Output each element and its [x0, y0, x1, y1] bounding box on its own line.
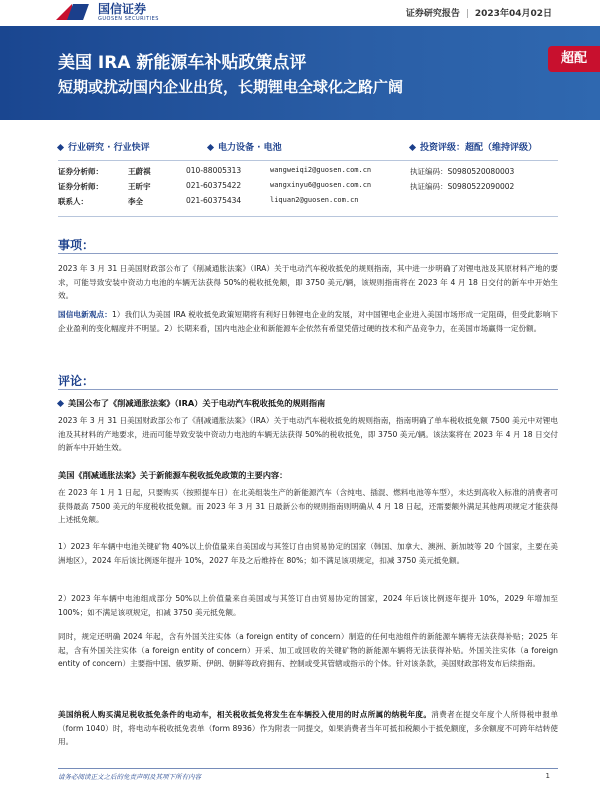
logo-name-en: GUOSEN SECURITIES	[98, 15, 159, 22]
divider	[58, 160, 558, 161]
title-banner	[0, 26, 600, 120]
report-title: 美国 IRA 新能源车补贴政策点评	[58, 53, 307, 73]
analyst-row: 证券分析师： 王蔚祺 010-88005313 wangweiqi2@guosen.com.cn 执证编码：S0980520080003	[58, 166, 515, 176]
sector-category: 电力设备 · 电池	[208, 140, 282, 153]
diamond-bullet-icon	[57, 144, 64, 151]
logo-mark-icon	[56, 2, 92, 22]
diamond-bullet-icon	[57, 400, 64, 407]
guosen-logo	[56, 0, 159, 24]
policy-paragraph-5: 美国纳税人购买满足税收抵免条件的电动车，相关税收抵免将发生在车辆投入使用的时点所属的纳税年度。消费者在提交年度个人所得税申报单（form 1040）时，将电动车税收抵免表单（form 8936）作为附表一同提交，如果消费者当年可抵扣税额小于抵免额度，多余额度不可跨年结转使用。	[58, 710, 559, 746]
diamond-bullet-icon	[409, 144, 416, 151]
report-meta: 证券研究报告 | 2023年04月02日	[405, 9, 552, 19]
matters-heading: 事项：	[58, 238, 95, 252]
analyst-row: 联系人： 李全 021-60375434 liquan2@guosen.com.cn	[58, 196, 359, 206]
page-number: 1	[545, 772, 550, 780]
sub-heading-2: 美国《削减通胀法案》关于新能源车税收抵免政策的主要内容：	[58, 470, 288, 480]
rating-badge: 超配	[548, 46, 600, 72]
analyst-table	[58, 166, 558, 211]
logo-name: 国信证券	[98, 1, 147, 16]
report-subtitle: 短期或扰动国内企业出货，长期锂电全球化之路广阔	[58, 78, 404, 96]
footer-divider	[58, 768, 558, 769]
analyst-email[interactable]: wangxinyu6@guosen.com.cn	[270, 181, 372, 189]
category-row	[58, 140, 558, 156]
section-underline	[58, 389, 558, 390]
top-bar	[0, 0, 600, 26]
view-label: 国信电新观点：	[58, 310, 112, 319]
policy-paragraph-3: 2）2023 年车辆中电池组成部分 50%以上价值量来自美国或与其签订自由贸易协定的国家，2024 年后该比例逐年提升 10%，2029 年增加至 100%；如不满足该项规定，扣减 3750 美元抵免额。	[58, 594, 558, 617]
policy-paragraph-1: 在 2023 年 1 月 1 日起，只要购买（按照提车日）在北美组装生产的新能源汽车（含纯电、插混、燃料电池等车型），未达到高收入标准的消费者可获得最高 7500 美元的年度税收抵免额。而 2023 年 3 月 31 日最新公布的规则指南则明确从 4 月 18 日起，还需要额外满足其他两项规定才能获得上述抵免额。	[58, 488, 558, 524]
report-date: 2023年04月02日	[474, 9, 552, 19]
footer-disclaimer[interactable]: 请务必阅读正文之后的免责声明及其项下所有内容	[58, 773, 201, 781]
view-paragraph: 国信电新观点：1）我们认为美国 IRA 税收抵免政策短期将有利好日韩锂电企业的发展，对中国锂电企业进入美国市场形成一定阻碍，但受此影响下企业盈利的变化幅度并不明显。2）长期来看，国内电池企业和新能源车企依然有希望凭借过硬的技术和产品竞争力，在美国市场赢得一定份额。	[58, 310, 558, 333]
investment-rating: 投资评级：超配（维持评级）	[410, 140, 537, 153]
sub-heading-1: 美国公布了《削减通胀法案》（IRA）关于电动汽车税收抵免的规则指南	[58, 398, 325, 409]
section-underline	[58, 253, 558, 254]
comment-heading: 评论：	[58, 374, 95, 388]
analyst-email[interactable]: wangweiqi2@guosen.com.cn	[270, 166, 372, 174]
policy-paragraph-4: 同时，规定还明确 2024 年起，含有外国关注实体（a foreign entity of concern）制造的任何电池组件的新能源车辆将无法获得补贴；2025 年起，含有外国关注实体（a foreign entity of concern）开采、加工或回收的关键矿物的新能源车辆将无法获得补贴。外国关注实体（a foreign entity of concern）主要指中国、俄罗斯、伊朗、朝鲜等政府拥有、控制或受其管辖或指示的个体。针对该条款，美国财政部将发布后续指南。	[58, 632, 558, 668]
sub1-paragraph: 2023 年 3 月 31 日美国财政部公布了《削减通胀法案》（IRA）关于电动汽车税收抵免的规则指南，指南明确了单车税收抵免额 7500 美元中对锂电池及其材料的产地要求，进而可能导致安装中资动力电池的车辆无法获得 50%的税收抵免，即 3750 美元/辆。该法案将在 2023 年 4 月 18 日交付的新车中开始生效。	[58, 416, 558, 452]
matters-paragraph: 2023 年 3 月 31 日美国财政部公布了《削减通胀法案》（IRA）关于电动汽车税收抵免的规则指南，其中进一步明确了对锂电池及其原材料产地的要求，可能导致安装中资动力电池的车辆无法获得 50%的税收抵免额，即 3750 美元/辆，该规则指南将在 2023 年 4 月 18 日交付的新车中开始生效。	[58, 264, 558, 300]
analyst-row: 证券分析师： 王昕宇 021-60375422 wangxinyu6@guosen.com.cn 执证编码：S0980522090002	[58, 181, 515, 191]
policy-paragraph-2: 1）2023 年车辆中电池关键矿物 40%以上价值量来自美国或与其签订自由贸易协定的国家（韩国、加拿大、澳洲、新加坡等 20 个国家，主要在美洲地区），2024 年后该比例逐年提升 10%，2027 年及之后维持在 80%；如不满足该项规定，扣减 3750 美元抵免额。	[58, 542, 558, 565]
divider	[58, 216, 558, 217]
analyst-email[interactable]: liquan2@guosen.com.cn	[270, 196, 359, 204]
report-type: 证券研究报告	[405, 9, 460, 19]
industry-category: 行业研究 · 行业快评	[58, 140, 150, 153]
diamond-bullet-icon	[207, 144, 214, 151]
